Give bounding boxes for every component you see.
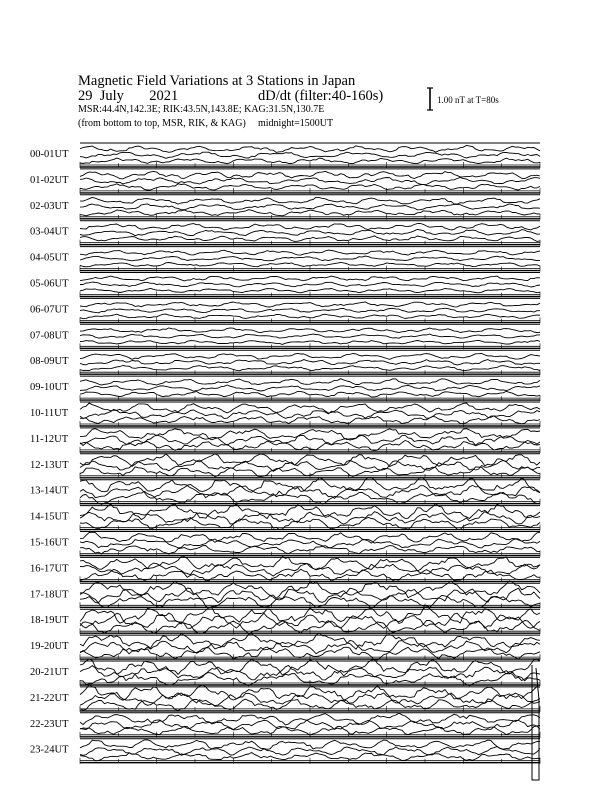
trace-kag	[80, 302, 540, 307]
date-day: 29	[78, 88, 93, 104]
trace-rik	[80, 152, 540, 158]
hour-row	[30, 298, 540, 323]
trace-kag	[80, 224, 540, 231]
trace-rik	[80, 539, 540, 548]
trace-rik	[80, 747, 540, 756]
trace-msr	[80, 366, 540, 371]
hour-row	[30, 685, 540, 712]
hour-row	[30, 504, 540, 531]
hour-row	[30, 402, 540, 427]
trace-rik	[80, 385, 540, 391]
hour-row	[30, 713, 540, 738]
trace-kag	[80, 353, 540, 359]
hour-row	[30, 659, 540, 686]
row-time-label: 19-20UT	[30, 641, 69, 653]
row-time-label: 17-18UT	[30, 589, 69, 601]
row-time-label: 07-08UT	[30, 330, 69, 342]
midnight-note: midnight=1500UT	[258, 118, 334, 129]
row-time-label: 14-15UT	[30, 511, 69, 523]
row-time-label: 01-02UT	[30, 174, 69, 186]
trace-rik	[80, 720, 540, 730]
hour-row	[30, 532, 540, 557]
hour-row	[30, 477, 540, 504]
hour-row	[30, 169, 540, 194]
hour-row	[30, 428, 540, 453]
hour-row	[30, 633, 540, 660]
row-time-label: 18-19UT	[30, 615, 69, 627]
trace-rik	[80, 256, 540, 261]
trace-rik	[80, 334, 540, 338]
hour-row	[30, 607, 540, 635]
row-time-label: 13-14UT	[30, 485, 69, 497]
trace-rik	[80, 588, 540, 603]
row-time-label: 21-22UT	[30, 692, 69, 704]
order-note: (from bottom to top, MSR, RIK, & KAG)	[78, 118, 246, 129]
data-type-label: dD/dt (filter:40-160s)	[258, 88, 384, 104]
trace-kag	[80, 197, 540, 204]
hour-row	[30, 350, 540, 375]
hour-row	[30, 376, 540, 401]
row-time-label: 20-21UT	[30, 667, 69, 678]
trace-msr	[80, 262, 540, 266]
row-time-label: 06-07UT	[30, 304, 69, 316]
hour-row	[30, 195, 540, 220]
trace-msr	[80, 467, 540, 477]
trace-rik	[80, 485, 540, 498]
trace-kag	[80, 250, 540, 255]
hour-row	[30, 581, 540, 609]
trace-msr	[80, 314, 540, 319]
hour-row	[30, 739, 540, 764]
row-time-label: 03-04UT	[30, 226, 69, 238]
trace-kag	[80, 379, 540, 385]
row-time-label: 15-16UT	[30, 537, 69, 549]
trace-rik	[80, 512, 540, 524]
trace-rik	[80, 204, 540, 210]
date-month: July	[99, 88, 124, 104]
trace-rik	[80, 360, 540, 365]
stations-line: MSR:44.4N,142.3E; RIK:43.5N,143.8E; KAG:31.5N,130.7E	[78, 104, 325, 115]
row-time-label: 16-17UT	[30, 563, 69, 575]
trace-rik	[80, 563, 540, 576]
trace-rik	[80, 282, 540, 287]
trace-kag	[80, 328, 540, 333]
row-time-label: 09-10UT	[30, 382, 69, 394]
trace-kag	[80, 429, 540, 440]
hour-row	[30, 143, 540, 168]
hour-row	[30, 273, 540, 298]
row-time-label: 23-24UT	[30, 744, 69, 756]
trace-rik	[80, 229, 540, 235]
row-time-label: 02-03UT	[30, 200, 69, 212]
hour-row	[30, 221, 540, 246]
trace-rik	[80, 409, 540, 418]
row-time-label: 11-12UT	[30, 433, 69, 445]
hour-rows	[30, 143, 540, 764]
trace-rik	[80, 613, 540, 628]
trace-kag	[80, 713, 540, 725]
trace-rik	[80, 177, 540, 184]
trace-kag	[80, 403, 540, 413]
row-time-label: 22-23UT	[30, 718, 69, 730]
row-time-label: 04-05UT	[30, 252, 69, 264]
row-time-label: 00-01UT	[30, 149, 69, 160]
trace-kag	[80, 276, 540, 281]
hour-row	[30, 247, 540, 272]
date-year: 2021	[149, 88, 179, 104]
row-time-label: 05-06UT	[30, 278, 69, 290]
trace-rik	[80, 460, 540, 471]
row-time-label: 08-09UT	[30, 356, 69, 368]
chart-title: Magnetic Field Variations at 3 Stations in Japan	[78, 73, 356, 89]
hour-row	[30, 557, 540, 583]
row-time-label: 10-11UT	[30, 408, 69, 419]
trace-msr	[80, 441, 540, 451]
trace-kag	[80, 740, 540, 750]
hour-row	[30, 324, 540, 349]
trace-kag	[80, 145, 540, 152]
scale-bar	[427, 88, 433, 110]
trace-rik	[80, 308, 540, 313]
hour-row	[30, 454, 540, 479]
row-time-label: 12-13UT	[30, 459, 69, 471]
scale-bar-label: 1.00 nT at T=80s	[437, 95, 499, 105]
trace-kag	[80, 171, 540, 179]
trace-rik	[80, 692, 540, 705]
